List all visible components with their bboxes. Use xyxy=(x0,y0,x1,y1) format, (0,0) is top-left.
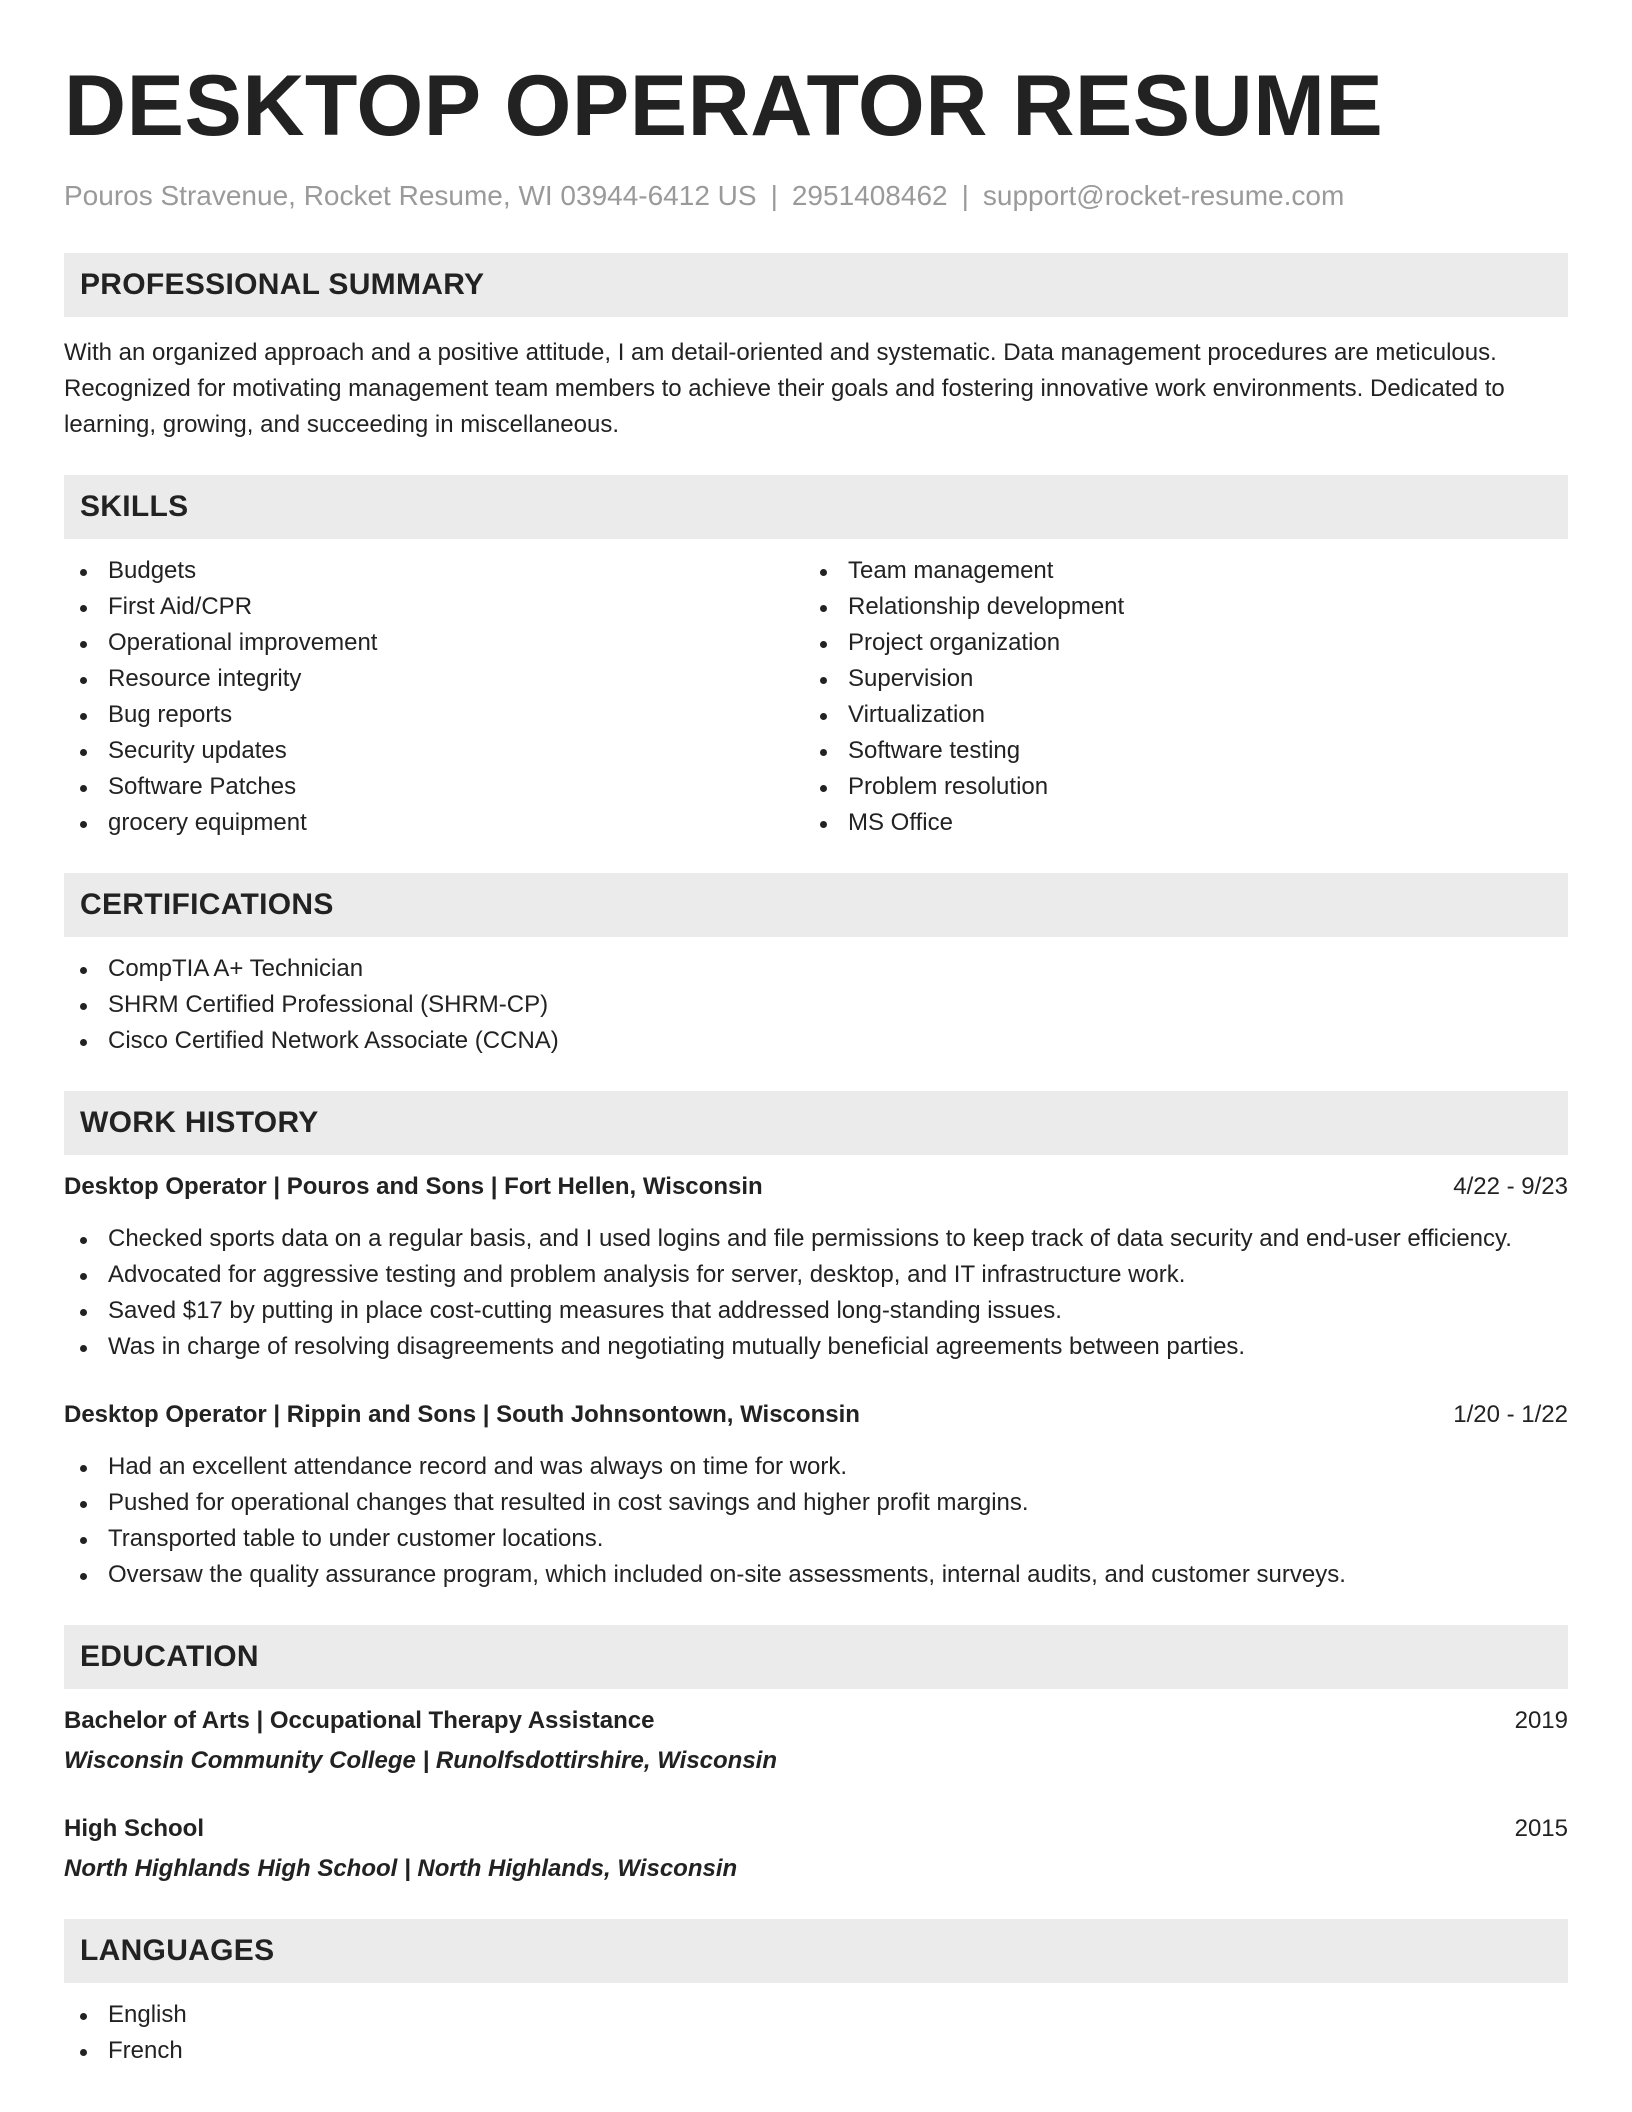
skills-column-left xyxy=(64,553,804,841)
skill-item: Operational improvement xyxy=(64,625,804,661)
job-bullet: Advocated for aggressive testing and problem analysis for server, desktop, and IT infrastructure work. xyxy=(64,1257,1568,1293)
skill-item: MS Office xyxy=(804,805,1544,841)
skill-item: First Aid/CPR xyxy=(64,589,804,625)
skill-item: Budgets xyxy=(64,553,804,589)
skill-item: Software testing xyxy=(804,733,1544,769)
certification-item: SHRM Certified Professional (SHRM-CP) xyxy=(64,987,1568,1023)
section-header-certifications: CERTIFICATIONS xyxy=(64,873,1568,937)
section-header-languages: LANGUAGES xyxy=(64,1919,1568,1983)
contact-line xyxy=(64,176,1568,216)
education-header xyxy=(64,1811,1568,1847)
education-degree: Bachelor of Arts | Occupational Therapy Assistance xyxy=(64,1707,655,1734)
skills-column-right xyxy=(804,553,1544,841)
education-school: Wisconsin Community College | Runolfsdottirshire, Wisconsin xyxy=(64,1747,778,1774)
contact-email: support@rocket-resume.com xyxy=(982,180,1345,211)
education-entry xyxy=(64,1703,1568,1779)
skill-item: grocery equipment xyxy=(64,805,804,841)
contact-separator: | xyxy=(961,180,969,211)
job-bullet: Saved $17 by putting in place cost-cutting measures that addressed long-standing issues. xyxy=(64,1293,1568,1329)
job-title: Desktop Operator | Pouros and Sons | Fort Hellen, Wisconsin xyxy=(64,1173,763,1200)
job-bullet: Had an excellent attendance record and was always on time for work. xyxy=(64,1449,1568,1485)
skill-item: Virtualization xyxy=(804,697,1544,733)
education-year: 2019 xyxy=(1514,1707,1568,1734)
job-dates: 1/20 - 1/22 xyxy=(1453,1401,1568,1428)
skill-item: Resource integrity xyxy=(64,661,804,697)
job-bullet: Pushed for operational changes that resulted in cost savings and higher profit margins. xyxy=(64,1485,1568,1521)
certification-item: CompTIA A+ Technician xyxy=(64,951,1568,987)
section-header-education: EDUCATION xyxy=(64,1625,1568,1689)
job-bullet: Was in charge of resolving disagreements and negotiating mutually beneficial agreements between parties. xyxy=(64,1329,1568,1365)
job-header xyxy=(64,1169,1568,1205)
job-bullet: Transported table to under customer locations. xyxy=(64,1521,1568,1557)
skill-item: Relationship development xyxy=(804,589,1544,625)
skill-item: Security updates xyxy=(64,733,804,769)
certification-item: Cisco Certified Network Associate (CCNA) xyxy=(64,1023,1568,1059)
skill-item: Problem resolution xyxy=(804,769,1544,805)
education-school: North Highlands High School | North Highlands, Wisconsin xyxy=(64,1855,738,1882)
job-dates: 4/22 - 9/23 xyxy=(1453,1173,1568,1200)
skill-item: Supervision xyxy=(804,661,1544,697)
contact-phone: 2951408462 xyxy=(791,180,948,211)
skill-item: Bug reports xyxy=(64,697,804,733)
section-header-summary: PROFESSIONAL SUMMARY xyxy=(64,253,1568,317)
section-header-skills: SKILLS xyxy=(64,475,1568,539)
language-item: English xyxy=(64,1997,1568,2033)
job-bullets xyxy=(64,1221,1568,1365)
skill-item: Software Patches xyxy=(64,769,804,805)
education-entry xyxy=(64,1811,1568,1887)
job-entry xyxy=(64,1397,1568,1593)
education-degree: High School xyxy=(64,1815,204,1842)
job-title: Desktop Operator | Rippin and Sons | South Johnsontown, Wisconsin xyxy=(64,1401,860,1428)
contact-separator: | xyxy=(770,180,778,211)
education-header xyxy=(64,1703,1568,1739)
job-bullets xyxy=(64,1449,1568,1593)
certifications-list xyxy=(64,951,1568,1059)
education-year: 2015 xyxy=(1514,1815,1568,1842)
contact-address: Pouros Stravenue, Rocket Resume, WI 03944-6412 US xyxy=(64,180,757,211)
language-item: French xyxy=(64,2033,1568,2069)
skill-item: Project organization xyxy=(804,625,1544,661)
skills-list xyxy=(64,553,1568,841)
job-entry xyxy=(64,1169,1568,1365)
job-bullet: Checked sports data on a regular basis, and I used logins and file permissions to keep track of data security and end-user efficiency. xyxy=(64,1221,1568,1257)
skill-item: Team management xyxy=(804,553,1544,589)
job-bullet: Oversaw the quality assurance program, which included on-site assessments, internal audits, and customer surveys. xyxy=(64,1557,1568,1593)
languages-list xyxy=(64,1997,1568,2069)
summary-text: With an organized approach and a positive attitude, I am detail-oriented and systematic. Data management procedures are meticulous. Recognized for motivating management team members to achieve their goals and fostering innovative work environments. Dedicated to learning, growing, and succeeding in miscellaneous. xyxy=(64,339,1505,438)
job-header xyxy=(64,1397,1568,1433)
section-header-work-history: WORK HISTORY xyxy=(64,1091,1568,1155)
resume-title: DESKTOP OPERATOR RESUME xyxy=(64,58,1384,154)
